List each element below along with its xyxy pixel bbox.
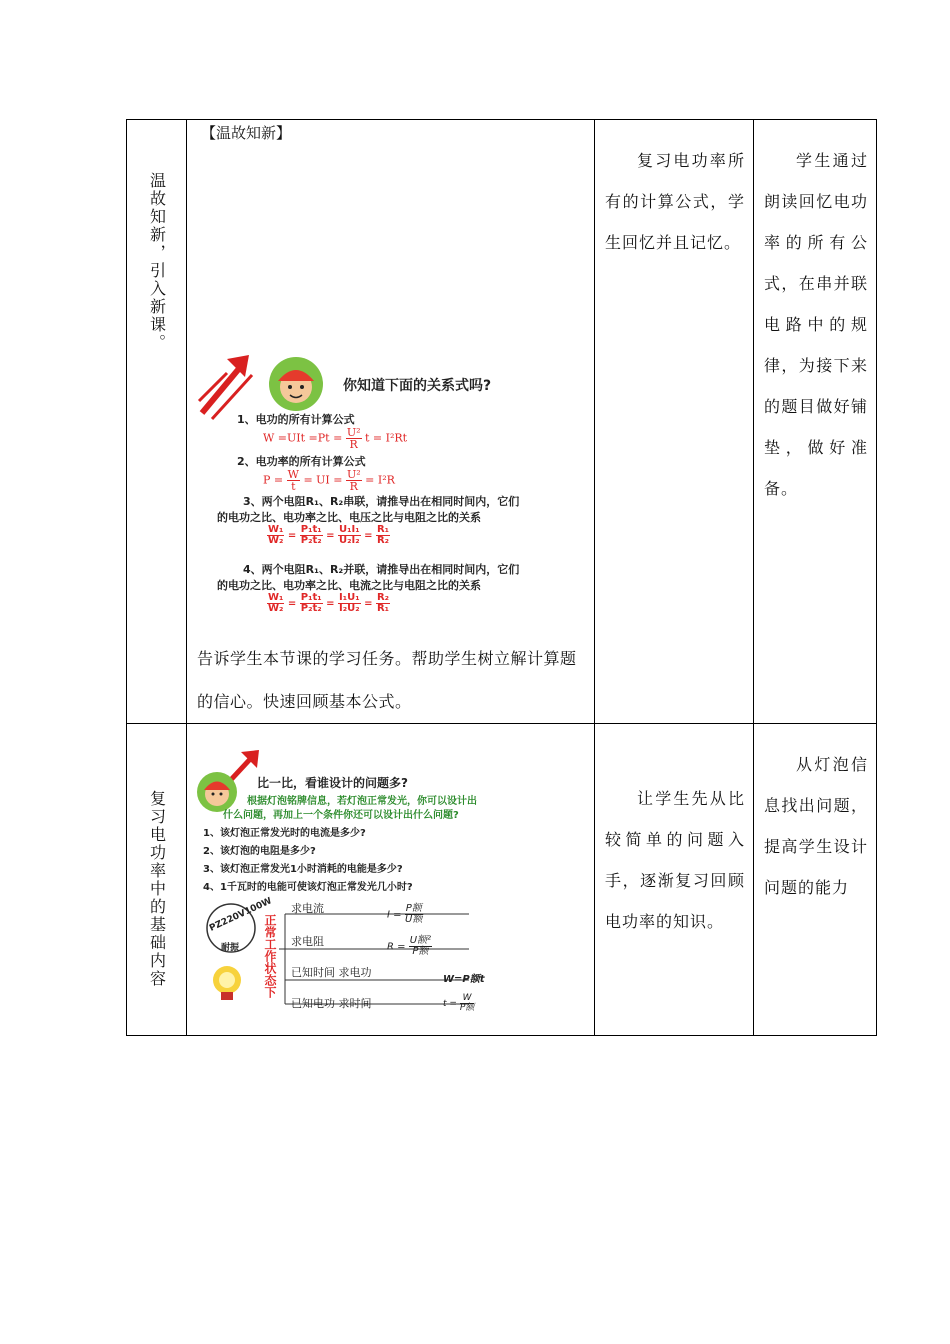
- stage-cell-1: [127, 120, 187, 724]
- bulb-slide: [187, 724, 594, 1024]
- formula-series: $\frac{\text{W₁}}{\text{W₂}}$ = $\frac{\text{P₁t₁}}{\text{P₂t₂}}$ = $\frac{\text{U₁I₁}}{\text{U₂I₂}}$ = $\frac{\text{R₁}}{\text{R₂}}$: [268, 524, 390, 546]
- stage-label-2: 复习电功率中的基础内容: [147, 790, 167, 988]
- intro-line2: 什么问题，再加上一个条件你还可以设计出什么问题?: [223, 810, 459, 821]
- teacher-intent: 复习电功率所有的计算公式，学生回忆并且记忆。: [605, 151, 745, 252]
- question-3: 3、该灯泡正常发光1小时消耗的电能是多少?: [203, 864, 403, 875]
- student-cell-1: [754, 120, 877, 724]
- intent-cell-2: [595, 724, 754, 1036]
- stage-label: 温故知新，引入新课。: [147, 172, 167, 352]
- student-cell-2: [754, 724, 877, 1036]
- item-3-line2: 的电功之比、电功率之比、电压之比与电阻之比的关系: [217, 511, 481, 524]
- formula-slide: [187, 143, 594, 623]
- student-activity: 学生通过朗读回忆电功率的所有公式，在串并联电路中的规律，为接下来的题目做好铺垫，做好准备。: [764, 151, 868, 498]
- section-heading: 【温故知新】: [201, 124, 292, 142]
- question-4: 4、1千瓦时的电能可使该灯泡正常发光几小时?: [203, 882, 413, 893]
- branch-work: 已知时间 求电功: [291, 966, 372, 979]
- formula-work: W =UIt =Pt = $\frac{\text{U²}}{R}$ t = I²Rt: [263, 426, 408, 451]
- slide-title: 你知道下面的关系式吗?: [343, 378, 492, 394]
- eq-resistance: R = $\frac{\text{U额²}}{\text{P额}}$: [387, 935, 432, 957]
- teacher-intent-2: 让学生先从比较简单的问题入手，逐渐复习回顾电功率的知识。: [605, 789, 745, 931]
- formula-parallel: $\frac{\text{W₁}}{\text{W₂}}$ = $\frac{\text{P₁t₁}}{\text{P₂t₂}}$ = $\frac{\text{I₁U₁}}{\text{I₂U₂}}$ = $\frac{\text{R₂}}{\text{R₁}}$: [268, 592, 390, 614]
- cartoon-boy-icon: [267, 355, 325, 413]
- eq-time: t = $\frac{W}{\text{P额}}$: [443, 993, 475, 1013]
- branch-current: 求电流: [291, 902, 324, 915]
- item-4-line1: 4、两个电阻R₁、R₂并联，请推导出在相同时间内，它们: [243, 563, 520, 576]
- item-4-line2: 的电功之比、电功率之比、电流之比与电阻之比的关系: [217, 579, 481, 592]
- lesson-table: [126, 119, 877, 1036]
- activity-cell-1: [187, 120, 595, 724]
- light-bulb-icon: [207, 960, 247, 1004]
- eq-work: W=P额t: [443, 974, 485, 985]
- question-1: 1、该灯泡正常发光时的电流是多少?: [203, 828, 366, 839]
- branch-time: 已知电功 求时间: [291, 997, 372, 1010]
- row-review: [127, 724, 877, 1036]
- bulb-label-2: 耐振: [221, 943, 240, 953]
- student-activity-2: 从灯泡信息找出问题，提高学生设计问题的能力: [764, 755, 868, 897]
- bulb-label: PZ220V100W: [208, 896, 274, 934]
- intro-line1: 根据灯泡铭牌信息，若灯泡正常发光，你可以设计出: [247, 796, 477, 807]
- state-label: 正常工作状态下: [263, 914, 277, 998]
- activity-cell-2: [187, 724, 595, 1036]
- item-1: 1、电功的所有计算公式: [237, 413, 355, 426]
- row-warmup: [127, 120, 877, 724]
- question-2: 2、该灯泡的电阻是多少?: [203, 846, 316, 857]
- eq-current: I = $\frac{\text{P额}}{\text{U额}}$: [387, 903, 423, 925]
- formula-power: P = $\frac{W}{t}$ = UI = $\frac{\text{U²}}{R}$ = I²R: [263, 468, 395, 493]
- item-2: 2、电功率的所有计算公式: [237, 455, 366, 468]
- slide-title-2: 比一比，看谁设计的问题多?: [257, 776, 408, 790]
- stage-cell-2: [127, 724, 187, 1036]
- item-3-line1: 3、两个电阻R₁、R₂串联，请推导出在相同时间内，它们: [243, 495, 520, 508]
- branch-resistance: 求电阻: [291, 935, 324, 948]
- task-description: 告诉学生本节课的学习任务。帮助学生树立解计算题的信心。快速回顾基本公式。: [197, 649, 577, 711]
- intent-cell-1: [595, 120, 754, 724]
